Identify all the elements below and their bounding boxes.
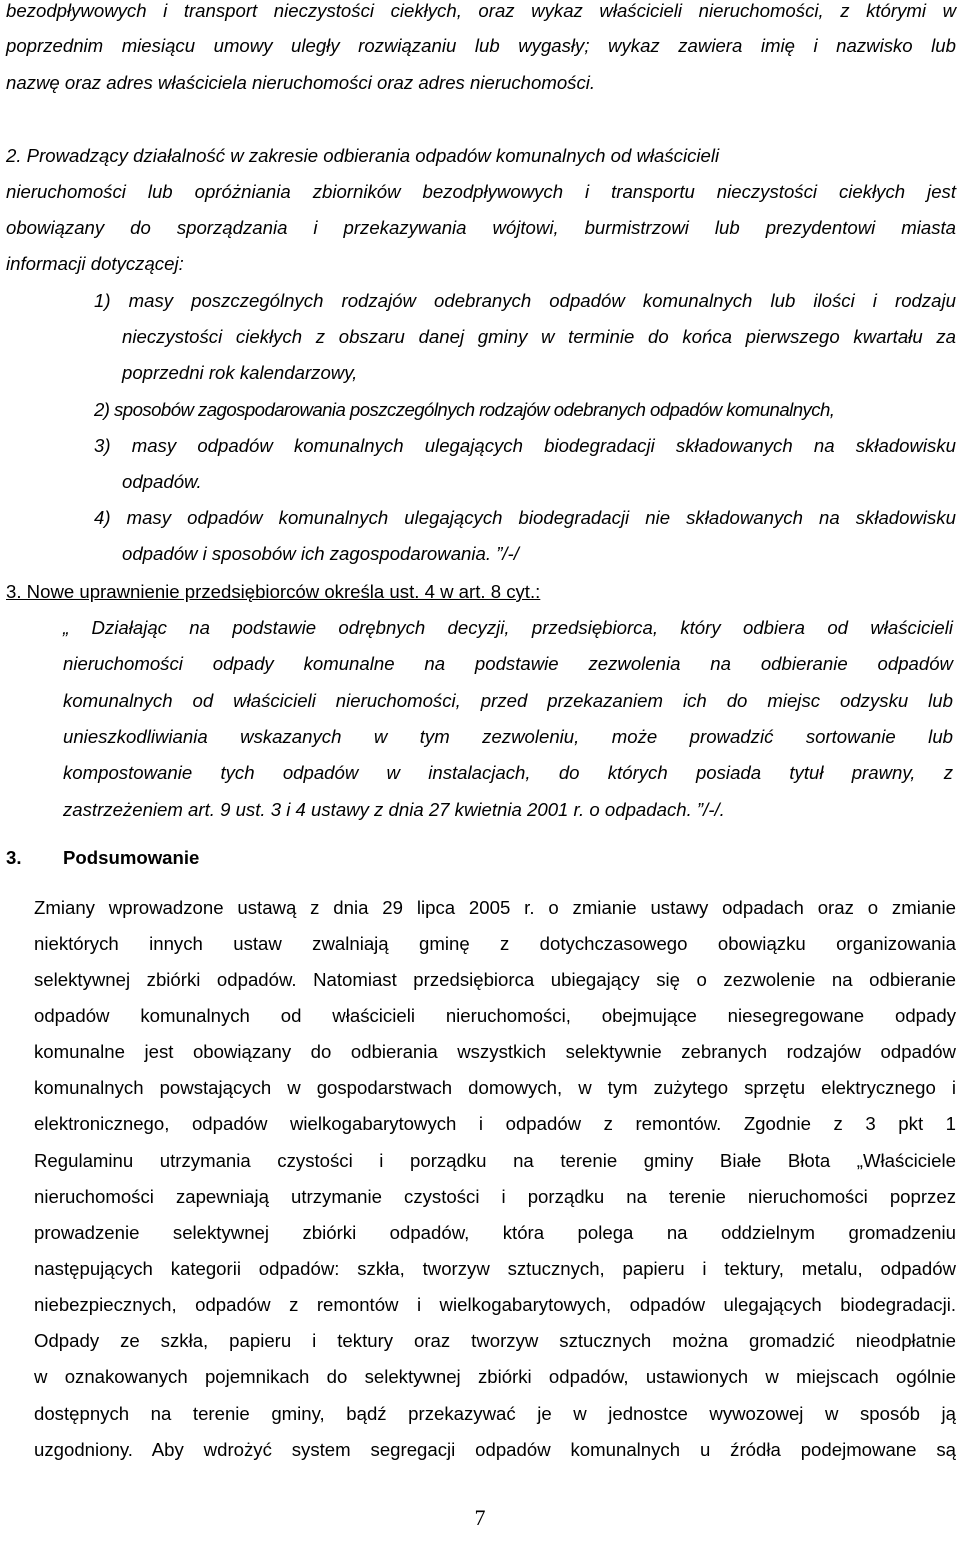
summary-line: Odpady ze szkła, papieru i tektury oraz tworzyw sztucznych można gromadzić nieodpłatnie [34, 1330, 956, 1351]
item-heading: 3. Nowe uprawnienie przedsiębiorców określa ust. 4 w art. 8 cyt.: [6, 581, 541, 602]
paragraph-line: obowiązany do sporządzania i przekazywania wójtowi, burmistrzowi lub prezydentowi miasta [6, 217, 956, 238]
quote-line: zastrzeżeniem art. 9 ust. 3 i 4 ustawy z dnia 27 kwietnia 2001 r. o odpadach. ”/-/. [63, 799, 725, 820]
summary-line: dostępnych na terenie gminy, bądź przekazywać je w jednostce wywozowej w sposób ją [34, 1403, 956, 1424]
summary-line: odpadów komunalnych od właścicieli nieruchomości, obejmujące niesegregowane odpady [34, 1005, 956, 1026]
summary-line: Zmiany wprowadzone ustawą z dnia 29 lipca 2005 r. o zmianie ustawy odpadach oraz o zmianie [34, 897, 956, 918]
paragraph-line: poprzednim miesiącu umowy uległy rozwiązaniu lub wygasły; wykaz zawiera imię i nazwisko lub [6, 35, 956, 56]
summary-line: niektórych innych ustaw zwalniają gminę z dotychczasowego obowiązku organizowania [34, 933, 956, 954]
paragraph-line: 2. Prowadzący działalność w zakresie odbierania odpadów komunalnych od właścicieli [6, 145, 720, 166]
list-item-continuation: nieczystości ciekłych z obszaru danej gminy w terminie do końca pierwszego kwartału za [122, 326, 956, 347]
paragraph-line: bezodpływowych i transport nieczystości ciekłych, oraz wykaz właścicieli nieruchomości, z którymi w [6, 0, 956, 21]
quote-line: komunalnych od właścicieli nieruchomości, przed przekazaniem ich do miejsc odzysku lub [63, 690, 953, 711]
summary-line: prowadzenie selektywnej zbiórki odpadów, która polega na oddzielnym gromadzeniu [34, 1222, 956, 1243]
summary-line: komunalnych powstających w gospodarstwach domowych, w tym zużytego sprzętu elektrycznego i [34, 1077, 956, 1098]
paragraph-line: nazwę oraz adres właściciela nieruchomości oraz adres nieruchomości. [6, 72, 596, 93]
summary-line: komunalne jest obowiązany do odbierania wszystkich selektywnie zebranych rodzajów odpadów [34, 1041, 956, 1062]
list-item-continuation: poprzedni rok kalendarzowy, [122, 362, 358, 383]
quote-line: „ Działając na podstawie odrębnych decyzji, przedsiębiorca, który odbiera od właścicieli [63, 617, 953, 638]
paragraph-line: nieruchomości lub opróżniania zbiorników bezodpływowych i transportu nieczystości ciekłych jest [6, 181, 956, 202]
section-title: Podsumowanie [63, 847, 200, 868]
quote-line: unieszkodliwiania wskazanych w tym zezwoleniu, może prowadzić sortowanie lub [63, 726, 953, 747]
section-number: 3. [6, 847, 22, 868]
paragraph-line: informacji dotyczącej: [6, 253, 184, 274]
summary-line: uzgodniony. Aby wdrożyć system segregacji odpadów komunalnych u źródła podejmowane są [34, 1439, 956, 1460]
summary-line: nieruchomości zapewniają utrzymanie czystości i porządku na terenie nieruchomości poprzez [34, 1186, 956, 1207]
list-item-continuation: odpadów i sposobów ich zagospodarowania. ”/-/ [122, 543, 519, 564]
summary-line: następujących kategorii odpadów: szkła, tworzyw sztucznych, papieru i tektury, metalu, odpadów [34, 1258, 956, 1279]
summary-line: niebezpiecznych, odpadów z remontów i wielkogabarytowych, odpadów ulegających biodegradacji. [34, 1294, 956, 1315]
page-number: 7 [474, 1505, 486, 1530]
summary-line: w oznakowanych pojemnikach do selektywnej zbiórki odpadów, ustawionych w miejscach ogólnie [34, 1366, 956, 1387]
quote-line: nieruchomości odpady komunalne na podstawie zezwolenia na odbieranie odpadów [63, 653, 953, 674]
summary-line: elektronicznego, odpadów wielkogabarytowych i odpadów z remontów. Zgodnie z 3 pkt 1 [34, 1113, 956, 1134]
list-item-continuation: odpadów. [122, 471, 202, 492]
list-item: 2) sposobów zagospodarowania poszczególnych rodzajów odebranych odpadów komunalnych, [94, 399, 835, 420]
list-item: 4) masy odpadów komunalnych ulegających biodegradacji nie składowanych na składowisku [94, 507, 956, 528]
summary-line: selektywnej zbiórki odpadów. Natomiast przedsiębiorca ubiegający się o zezwolenie na odbieranie [34, 969, 956, 990]
list-item: 3) masy odpadów komunalnych ulegających biodegradacji składowanych na składowisku [94, 435, 956, 456]
summary-line: Regulaminu utrzymania czystości i porządku na terenie gminy Białe Błota „Właściciele [34, 1150, 956, 1171]
quote-line: kompostowanie tych odpadów w instalacjach, do których posiada tytuł prawny, z [63, 762, 953, 783]
list-item: 1) masy poszczególnych rodzajów odebranych odpadów komunalnych lub ilości i rodzaju [94, 290, 956, 311]
